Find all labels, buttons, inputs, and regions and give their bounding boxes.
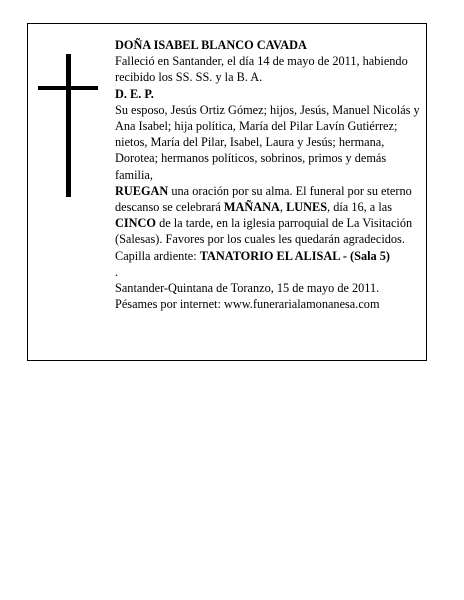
ruegan-word: RUEGAN (115, 183, 169, 198)
obituary-text (115, 37, 427, 312)
cross-icon-bar (38, 86, 98, 90)
funeral-request: RUEGAN una oración por su alma. El funeral por su eterno descanso se celebrará MAÑANA, LUNES, día 16, a las CINCO de la tarde, en la iglesia parroquial de La Visitación (Salesas). Favores por los cuales les quedarán agradecidos. (115, 183, 413, 247)
cinco-word: CINCO (115, 216, 156, 231)
lunes-word: LUNES (286, 200, 328, 215)
cross-icon (66, 54, 71, 197)
condolences-line: Pésames por internet: www.funerarialamonanesa.com (115, 297, 380, 312)
chapel-place: TANATORIO EL ALISAL - (Sala 5) (199, 248, 390, 263)
place-date: Santander-Quintana de Toranzo, 15 de mayo de 2011. (115, 281, 380, 296)
family-list: Su esposo, Jesús Ortiz Gómez; hijos, Jesús, Manuel Nicolás y Ana Isabel; hija política, María del Pilar Lavín Gutiérrez; nietos, María del Pilar, Isabel, Laura y Jesús; hermana, Dorotea; hermanos políticos, sobrinos, primos y demás familia, (115, 102, 420, 182)
death-announcement: Falleció en Santander, el día 14 de mayo de 2011, habiendo recibido los SS. SS. y la B. A. (115, 54, 408, 85)
deceased-name: DOÑA ISABEL BLANCO CAVADA (115, 38, 307, 52)
chapel-line: Capilla ardiente: TANATORIO EL ALISAL - (Sala 5) . (115, 248, 390, 279)
manana-word: MAÑANA (223, 200, 280, 215)
dep-line: D. E. P. (115, 86, 154, 101)
